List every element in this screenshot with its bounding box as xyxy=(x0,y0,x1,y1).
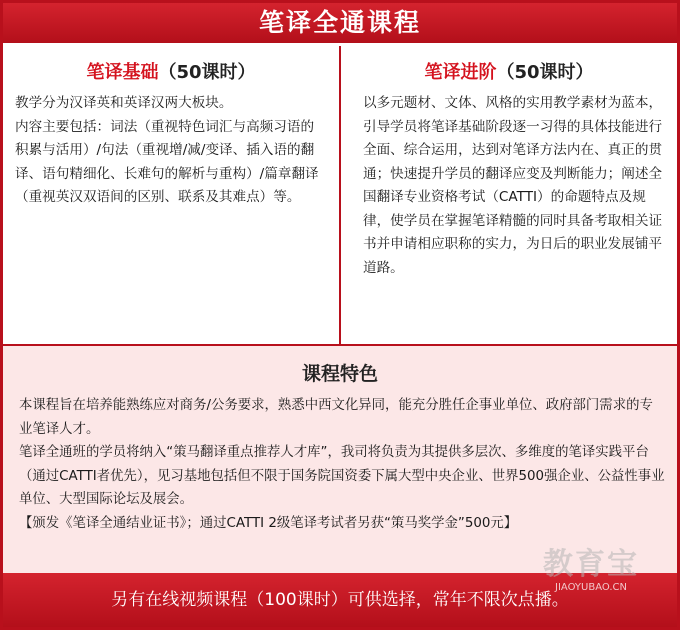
advanced-course-column xyxy=(341,46,677,344)
online-course-note: 另有在线视频课程（100课时）可供选择，常年不限次点播。 xyxy=(3,573,677,627)
advanced-course-paragraph: 以多元题材、文体、风格的实用教学素材为蓝本，引导学员将笔译基础阶段逐一习得的具体技能进行全面、综合运用，达到对笔译方法内在、真正的贯通；快速提升学员的翻译应变及判断能力；阐述全国翻译专业资格考试（CATTI）的命题特点及规律，使学员在掌握笔译精髓的同时具备考取相关证书并申请相应职称的实力，为日后的职业发展铺平道路。 xyxy=(363,95,663,276)
advanced-course-title xyxy=(341,60,677,86)
basic-course-column xyxy=(3,46,341,344)
course-features-title: 课程特色 xyxy=(301,363,378,385)
basic-course-title xyxy=(3,60,339,86)
watermark-domain: JIAOYUBAO.CN xyxy=(555,582,627,593)
basic-course-description xyxy=(3,92,339,210)
basic-course-title-name: 笔译基础 xyxy=(86,62,159,83)
basic-course-title-hours: （50课时） xyxy=(158,62,256,83)
features-paragraph: 笔译全通班的学员将纳入“策马翻译重点推荐人才库”，我司将负责为其提供多层次、多维度的笔译实践平台（通过CATTI者优先），见习基地包括但不限于国务院国资委下属大型中央企业、世界500强企业、公益性事业单位、大型国际论坛及展会。 xyxy=(19,445,665,508)
basic-course-paragraph: 内容主要包括：词法（重视特色词汇与高频习语的积累与活用）/句法（重视增/减/变译、插入语的翻译、语句精细化、长难句的解析与重构）/篇章翻译（重视英汉双语间的区别、联系及其难点）等。 xyxy=(15,118,319,205)
features-paragraph: 【颁发《笔译全通结业证书》；通过CATTI 2级笔译考试者另获“策马奖学金”500元】 xyxy=(19,515,518,531)
features-paragraph: 本课程旨在培养能熟练应对商务/公务要求，熟悉中西文化异同，能充分胜任企事业单位、政府部门需求的专业笔译人才。 xyxy=(19,398,653,437)
advanced-course-description xyxy=(341,92,677,280)
course-features-body xyxy=(3,388,677,536)
advanced-course-title-hours: （50课时） xyxy=(496,62,594,83)
page-title: 笔译全通课程 xyxy=(3,3,677,43)
course-features-section xyxy=(3,344,677,573)
advanced-course-title-name: 笔译进阶 xyxy=(424,62,497,83)
basic-course-paragraph: 教学分为汉译英和英译汉两大板块。 xyxy=(15,95,233,111)
watermark-logo-text: 教育宝 xyxy=(543,547,639,582)
